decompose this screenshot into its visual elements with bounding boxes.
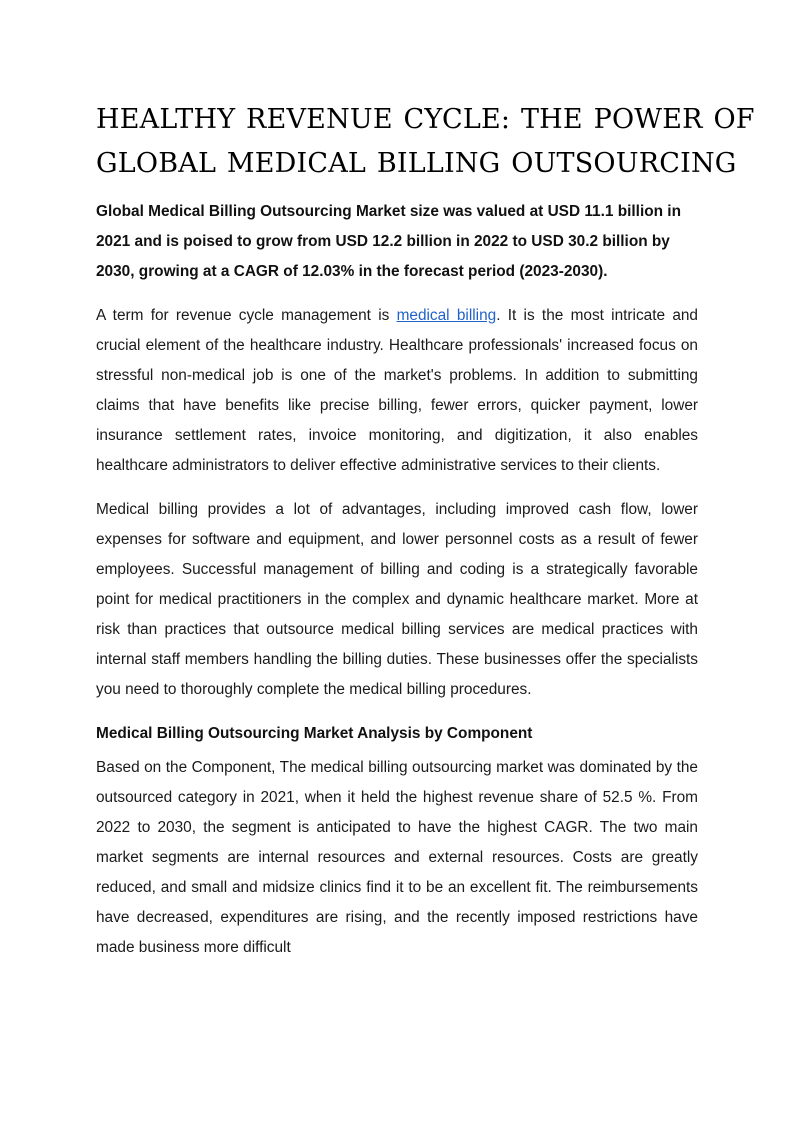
title-line-2: GLOBAL MEDICAL BILLING OUTSOURCING [96,148,737,179]
component-analysis-paragraph: Based on the Component, The medical billing outsourcing market was dominated by the outsourced category in 2021, when it held the highest revenue share of 52.5 %. From 2022 to 2030, the segment is anticipated to have the highest CAGR. The two main market segments are internal resources and external resources. Costs are greatly reduced, and small and midsize clinics find it to be an excellent fit. The reimbursements have decreased, expenditures are rising, and the recently imposed restrictions have made business more difficult [96,759,698,956]
revenue-cycle-paragraph [96,301,698,481]
component-analysis-heading: Medical Billing Outsourcing Market Analysis by Component [96,725,533,742]
para1-text-before-link: A term for revenue cycle management is [96,307,397,324]
document-title [96,98,755,186]
medical-billing-link[interactable]: medical billing [396,307,497,324]
para1-text-after-link: . It is the most intricate and crucial element of the healthcare industry. Healthcare professionals' increased focus on stressful non-medical job is one of the market's problems. In addition to submitting claims that have benefits like precise billing, fewer errors, quicker payment, lower insurance settlement rates, invoice monitoring, and digitization, it also enables healthcare administrators to deliver effective administrative services to their clients. [96,307,698,474]
advantages-paragraph: Medical billing provides a lot of advantages, including improved cash flow, lower expenses for software and equipment, and lower personnel costs as a result of fewer employees. Successful management of billing and coding is a strategically favorable point for medical practitioners in the complex and dynamic healthcare market. More at risk than practices that outsource medical billing services are medical practices with internal staff members handling the billing duties. These businesses offer the specialists you need to thoroughly complete the medical billing procedures. [96,501,698,698]
market-summary-paragraph: Global Medical Billing Outsourcing Market size was valued at USD 11.1 billion in 2021 and is poised to grow from USD 12.2 billion in 2022 to USD 30.2 billion by 2030, growing at a CAGR of 12.03% in the forecast period (2023-2030). [96,203,681,280]
title-line-1: HEALTHY REVENUE CYCLE: THE POWER OF [96,104,755,135]
document-page [96,98,755,963]
